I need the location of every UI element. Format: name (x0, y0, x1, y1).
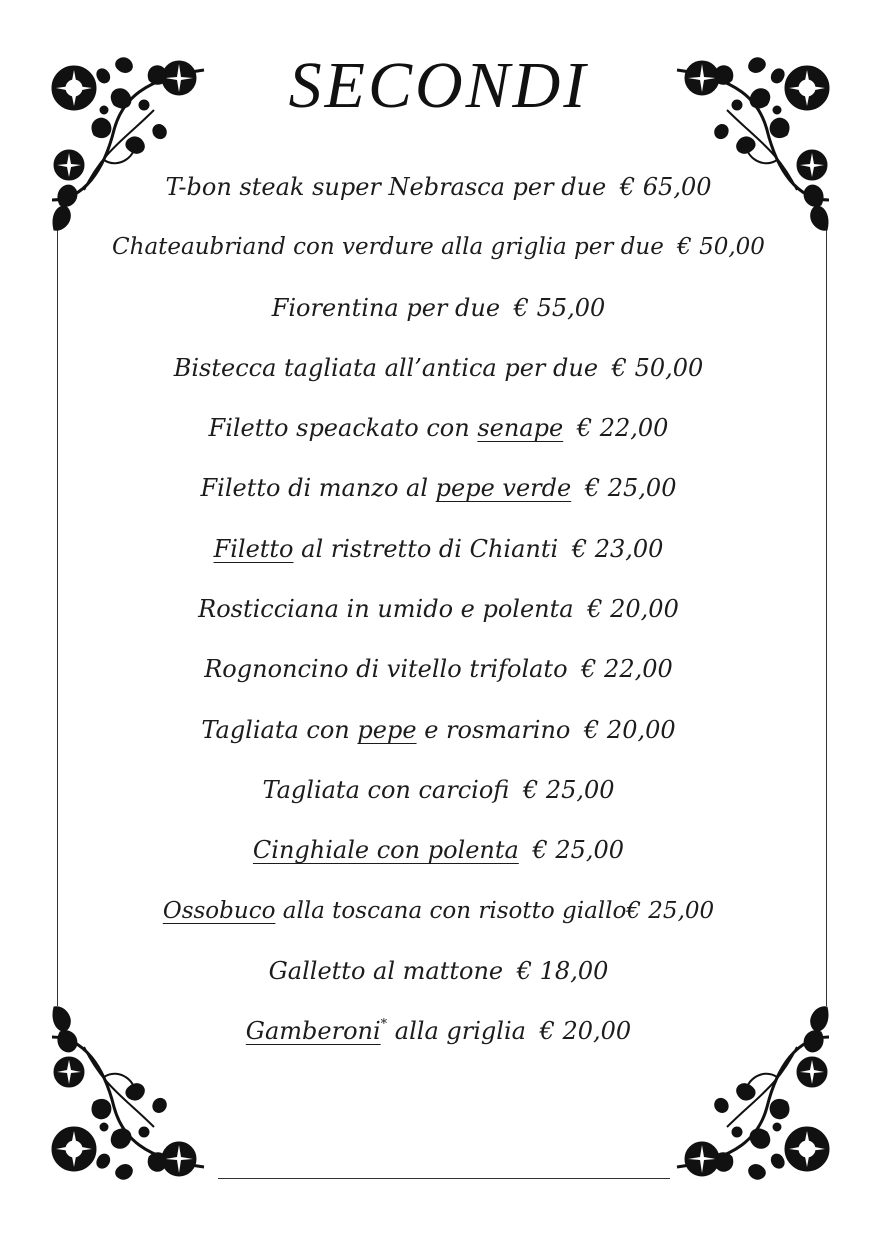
dish-name: Filetto speackato con (208, 414, 470, 443)
dish-price: € 23,00 (571, 534, 664, 563)
dish-price: € 20,00 (584, 715, 676, 744)
dish-price: € 55,00 (513, 293, 606, 322)
menu-item-filetto-speckato (0, 404, 877, 464)
dish-name-underlined: Ossobuco (162, 897, 276, 924)
dish-name: Bistecca tagliata all’antica per due (173, 353, 599, 382)
dish-name: Tagliata con (201, 715, 350, 744)
dish-name: Tagliata con carciofi (262, 775, 510, 804)
dish-name-underlined: Filetto (213, 534, 294, 563)
menu-item-tagliata-carciofi (0, 766, 877, 826)
menu-item-galletto (0, 947, 877, 1007)
dish-name-underlined: pepe verde (435, 474, 572, 503)
dish-name: T-bon steak super Nebrasca per due (165, 173, 607, 201)
dish-price: € 25,00 (522, 775, 615, 804)
dish-name-underlined: senape (477, 414, 564, 443)
menu-item-gamberoni (0, 1007, 877, 1067)
menu-list (0, 163, 877, 1067)
dish-name-rest: alla griglia (394, 1017, 526, 1046)
dish-name-rest: e rosmarino (424, 715, 571, 744)
dish-price: € 22,00 (581, 655, 673, 684)
dish-name: Fiorentina per due (271, 293, 501, 322)
menu-item-rognoncino (0, 645, 877, 705)
asterisk-note: * (380, 1017, 388, 1033)
dish-name-underlined: Cinghiale con polenta (252, 836, 519, 865)
menu-item-ossobuco (0, 887, 877, 947)
menu-item-chateaubriand (0, 223, 877, 283)
dish-price: € 20,00 (539, 1017, 632, 1046)
menu-item-filetto-pepe-verde (0, 464, 877, 524)
dish-price: € 50,00 (677, 234, 765, 261)
menu-item-fiorentina (0, 284, 877, 344)
dish-price: € 25,00 (532, 836, 625, 865)
dish-name-rest: alla toscana con risotto giallo (282, 897, 627, 924)
dish-name: Galletto al mattone (268, 956, 504, 985)
dish-price: € 22,00 (576, 414, 669, 443)
menu-item-filetto-chianti (0, 525, 877, 585)
dish-name-underlined: Gamberoni (245, 1017, 381, 1046)
dish-name: Filetto di manzo al (200, 474, 429, 503)
dish-name-underlined: pepe (357, 715, 417, 744)
menu-item-tbone (0, 163, 877, 223)
menu-item-tagliata-pepe (0, 706, 877, 766)
frame-bottom-line (218, 1178, 670, 1179)
menu-item-rosticciana (0, 585, 877, 645)
menu-title: SECONDI (288, 49, 589, 122)
dish-price: € 65,00 (619, 173, 712, 201)
dish-name: Rognoncino di vitello trifolato (204, 655, 568, 684)
menu-item-bistecca (0, 344, 877, 404)
dish-price: € 50,00 (611, 353, 704, 382)
dish-name: Chateaubriand con verdure alla griglia per due (112, 234, 664, 261)
dish-price: € 25,00 (584, 474, 677, 503)
dish-price: € 18,00 (516, 956, 609, 985)
dish-name-rest: al ristretto di Chianti (301, 534, 559, 563)
menu-item-cinghiale (0, 826, 877, 886)
dish-name: Rosticciana in umido e polenta (198, 595, 574, 624)
dish-price: € 25,00 (626, 897, 715, 924)
dish-price: € 20,00 (587, 595, 679, 624)
